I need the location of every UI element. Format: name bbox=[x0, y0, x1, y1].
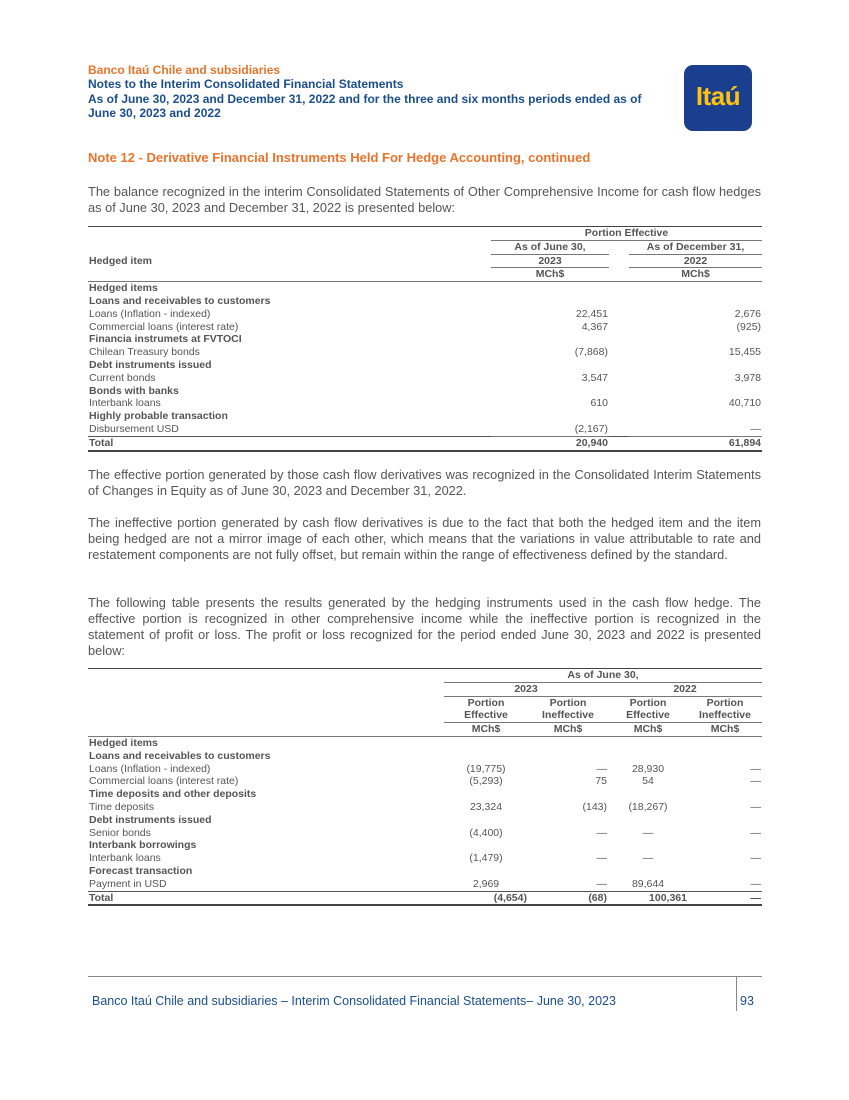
value-2023 bbox=[491, 333, 609, 346]
value-b bbox=[528, 865, 608, 878]
value-2023: 4,367 bbox=[581, 320, 608, 333]
col-a-head1: Portion bbox=[467, 696, 505, 709]
total-2022-ineffective: — bbox=[688, 891, 762, 905]
col1-header-a: As of June 30, bbox=[491, 240, 609, 254]
col-d-head1: Portion bbox=[706, 696, 744, 709]
value-a: (1,479) bbox=[469, 852, 503, 865]
total-label: Total bbox=[88, 891, 444, 905]
row-label: Loans and receivables to customers bbox=[89, 749, 271, 762]
col-c-unit: MCh$ bbox=[608, 723, 688, 737]
value-b: — bbox=[596, 877, 607, 890]
value-d: — bbox=[750, 852, 762, 865]
row-label: Highly probable transaction bbox=[89, 410, 228, 423]
paragraph-ineffective: The ineffective portion generated by cash flow derivatives is due to the fact that both the hedged item and the item being hedged are not a mirror image of each other, which means that the variations in value attributable to rate and restatement components are not fully offset, but remain within the range of effectiveness defined by the standard. bbox=[88, 515, 761, 562]
value-2023 bbox=[491, 359, 609, 372]
table-row bbox=[88, 839, 762, 852]
value-b: — bbox=[596, 826, 607, 839]
company-name: Banco Itaú Chile and subsidiaries bbox=[88, 63, 281, 77]
value-2023: 610 bbox=[590, 397, 608, 410]
row-label: Forecast transaction bbox=[89, 864, 193, 877]
col-b-unit: MCh$ bbox=[528, 723, 608, 737]
header-line-1: Notes to the Interim Consolidated Financial Statements bbox=[88, 77, 404, 92]
table-row bbox=[88, 359, 762, 372]
total-2023: 20,940 bbox=[491, 436, 609, 450]
value-2023: (2,167) bbox=[491, 423, 609, 436]
table-row bbox=[88, 321, 762, 334]
table-row bbox=[88, 385, 762, 398]
value-d: — bbox=[750, 877, 762, 890]
value-c: — bbox=[642, 826, 654, 839]
blank-cell bbox=[88, 227, 468, 241]
value-a: 2,969 bbox=[472, 877, 500, 890]
row-label: Interbank loans bbox=[89, 397, 161, 410]
value-d bbox=[688, 814, 762, 827]
value-a: (4,400) bbox=[469, 826, 503, 839]
col-b-head2: Ineffective bbox=[528, 709, 608, 722]
value-b bbox=[528, 736, 608, 749]
table-row bbox=[88, 750, 762, 763]
row-label: Hedged items bbox=[89, 736, 158, 749]
col-d-head2: Ineffective bbox=[688, 709, 762, 722]
value-2022: 15,455 bbox=[728, 346, 762, 359]
value-b: 75 bbox=[595, 775, 607, 788]
total-2022-effective: 100,361 bbox=[608, 891, 688, 905]
col-a-unit: MCh$ bbox=[444, 723, 528, 737]
col-d-unit: MCh$ bbox=[688, 723, 762, 737]
paragraph-intro: The balance recognized in the interim Consolidated Statements of Other Comprehensive Income for cash flow hedges as of June 30, 2023 and December 31, 2022 is presented below: bbox=[88, 184, 761, 215]
row-label: Interbank loans bbox=[89, 852, 161, 865]
value-b bbox=[528, 788, 608, 801]
table-row bbox=[88, 295, 762, 308]
row-label: Interbank borrowings bbox=[89, 839, 197, 852]
table-row bbox=[88, 814, 762, 827]
value-a bbox=[444, 865, 528, 878]
table-row bbox=[88, 397, 762, 410]
value-2022: 40,710 bbox=[728, 397, 762, 410]
col2-header-a: As of December 31, bbox=[629, 240, 762, 254]
value-a: (5,293) bbox=[469, 775, 503, 788]
value-d bbox=[688, 750, 762, 763]
value-a bbox=[444, 814, 528, 827]
row-label: Commercial loans (interest rate) bbox=[89, 775, 239, 788]
row-label: Hedged items bbox=[89, 282, 158, 295]
col-c-head1: Portion bbox=[629, 696, 667, 709]
value-c bbox=[608, 839, 688, 852]
paragraph-effective: The effective portion generated by those cash flow derivatives was recognized in the Consolidated Interim Statements of Changes in Equity as of June 30, 2023 and December 31, 2022. bbox=[88, 467, 761, 498]
value-c: 28,930 bbox=[631, 762, 665, 775]
value-d bbox=[688, 839, 762, 852]
row-label: Bonds with banks bbox=[89, 384, 179, 397]
row-label: Loans and receivables to customers bbox=[89, 294, 271, 307]
col2-unit: MCh$ bbox=[629, 268, 762, 282]
table-row bbox=[88, 410, 762, 423]
table-oci-balance bbox=[88, 226, 762, 452]
footer-divider bbox=[88, 976, 762, 977]
row-label: Disbursement USD bbox=[89, 422, 179, 435]
col-c-head2: Effective bbox=[608, 709, 688, 722]
value-2023 bbox=[491, 410, 609, 423]
row-label: Payment in USD bbox=[89, 877, 167, 890]
value-2023 bbox=[491, 282, 609, 295]
header-line-2: As of June 30, 2023 and December 31, 2022 and for the three and six months periods ended as of bbox=[88, 91, 642, 106]
document-header bbox=[88, 63, 678, 121]
value-c bbox=[608, 814, 688, 827]
value-2023: 22,451 bbox=[575, 307, 608, 320]
col1-header-b: 2023 bbox=[491, 254, 609, 268]
row-label: Time deposits and other deposits bbox=[89, 788, 257, 801]
value-c: 54 bbox=[642, 775, 654, 788]
total-2022: 61,894 bbox=[629, 436, 762, 450]
col-a-head2: Effective bbox=[444, 709, 528, 722]
year-2022-header: 2022 bbox=[608, 682, 762, 696]
footer-text: Banco Itaú Chile and subsidiaries – Interim Consolidated Financial Statements– June 30, 2023 bbox=[92, 994, 616, 1008]
table-row bbox=[88, 827, 762, 840]
total-label: Total bbox=[88, 436, 468, 450]
value-c: (18,267) bbox=[628, 800, 668, 813]
page-number: 93 bbox=[740, 994, 754, 1008]
value-a bbox=[444, 736, 528, 749]
total-2023-ineffective: (68) bbox=[528, 891, 608, 905]
table-row bbox=[88, 346, 762, 359]
value-d bbox=[688, 788, 762, 801]
col-b-head1: Portion bbox=[549, 696, 587, 709]
value-c: 89,644 bbox=[631, 877, 665, 890]
value-a bbox=[444, 750, 528, 763]
value-d bbox=[688, 736, 762, 749]
itau-logo bbox=[684, 65, 752, 131]
value-b bbox=[528, 750, 608, 763]
table-hedge-results bbox=[88, 668, 762, 906]
table-row bbox=[88, 736, 762, 749]
table2-body bbox=[88, 736, 762, 891]
value-2023: 3,547 bbox=[581, 371, 608, 384]
value-2022: — bbox=[629, 423, 762, 436]
table-row bbox=[88, 865, 762, 878]
value-c bbox=[608, 788, 688, 801]
row-label: Current bonds bbox=[89, 371, 156, 384]
value-d bbox=[688, 865, 762, 878]
value-d: — bbox=[750, 762, 762, 775]
value-b: — bbox=[596, 762, 607, 775]
table-row bbox=[88, 372, 762, 385]
row-label: Senior bonds bbox=[89, 826, 151, 839]
row-label: Debt instruments issued bbox=[89, 358, 212, 371]
table-row bbox=[88, 775, 762, 788]
value-2023: (7,868) bbox=[574, 346, 608, 359]
value-d: — bbox=[750, 826, 762, 839]
value-2023 bbox=[491, 295, 609, 308]
col2-header-b: 2022 bbox=[629, 254, 762, 268]
table-row bbox=[88, 788, 762, 801]
row-label: Loans (Inflation - indexed) bbox=[89, 307, 211, 320]
table1-body bbox=[88, 282, 762, 437]
paragraph-results: The following table presents the results generated by the hedging instruments used in the cash flow hedge. The effective portion is recognized in other comprehensive income while the ineffective portion is recognized in the statement of profit or loss. The profit or loss recognized for the period ended June 30, 2023 and 2022 is presented below: bbox=[88, 595, 761, 658]
portion-effective-header: Portion Effective bbox=[491, 227, 762, 241]
value-2023 bbox=[491, 385, 609, 398]
col1-unit: MCh$ bbox=[491, 268, 609, 282]
row-label: Time deposits bbox=[89, 800, 154, 813]
value-a: (19,775) bbox=[466, 762, 506, 775]
value-2022 bbox=[629, 333, 762, 346]
value-2022: (925) bbox=[736, 320, 762, 333]
row-label: Loans (Inflation - indexed) bbox=[89, 762, 211, 775]
value-a bbox=[444, 839, 528, 852]
table-row bbox=[88, 878, 762, 891]
as-of-header: As of June 30, bbox=[444, 669, 762, 683]
row-label: Chilean Treasury bonds bbox=[89, 346, 200, 359]
header-line-3: June 30, 2023 and 2022 bbox=[88, 106, 221, 121]
value-d: — bbox=[750, 800, 762, 813]
row-label: Commercial loans (interest rate) bbox=[89, 320, 239, 333]
value-2022 bbox=[629, 282, 762, 295]
value-2022: 3,978 bbox=[734, 371, 762, 384]
row-label: Financia instrumets at FVTOCI bbox=[89, 333, 242, 346]
value-2022 bbox=[629, 295, 762, 308]
value-c bbox=[608, 750, 688, 763]
value-c: — bbox=[642, 852, 654, 865]
value-b: — bbox=[596, 852, 607, 865]
value-d: — bbox=[750, 775, 762, 788]
value-a: 23,324 bbox=[469, 800, 503, 813]
value-2022 bbox=[629, 359, 762, 372]
table-row bbox=[88, 852, 762, 865]
table-row bbox=[88, 801, 762, 814]
value-2022 bbox=[629, 410, 762, 423]
value-b bbox=[528, 839, 608, 852]
table-row bbox=[88, 282, 762, 295]
table2-total-row bbox=[88, 891, 762, 905]
note-title: Note 12 - Derivative Financial Instruments Held For Hedge Accounting, continued bbox=[88, 150, 591, 165]
row-label: Debt instruments issued bbox=[89, 813, 212, 826]
value-b: (143) bbox=[582, 800, 607, 813]
table1-total-row bbox=[88, 436, 762, 450]
footer-vertical-divider bbox=[736, 976, 737, 1011]
total-2023-effective: (4,654) bbox=[444, 891, 528, 905]
value-2022 bbox=[629, 385, 762, 398]
value-c bbox=[608, 865, 688, 878]
hedged-item-header: Hedged item bbox=[89, 254, 153, 267]
logo-text: Itaú bbox=[695, 81, 741, 111]
table-row bbox=[88, 308, 762, 321]
value-b bbox=[528, 814, 608, 827]
year-2023-header: 2023 bbox=[444, 682, 608, 696]
table-row bbox=[88, 763, 762, 776]
value-a bbox=[444, 788, 528, 801]
table-row bbox=[88, 333, 762, 346]
value-2022: 2,676 bbox=[734, 307, 762, 320]
value-c bbox=[608, 736, 688, 749]
table-row bbox=[88, 423, 762, 436]
